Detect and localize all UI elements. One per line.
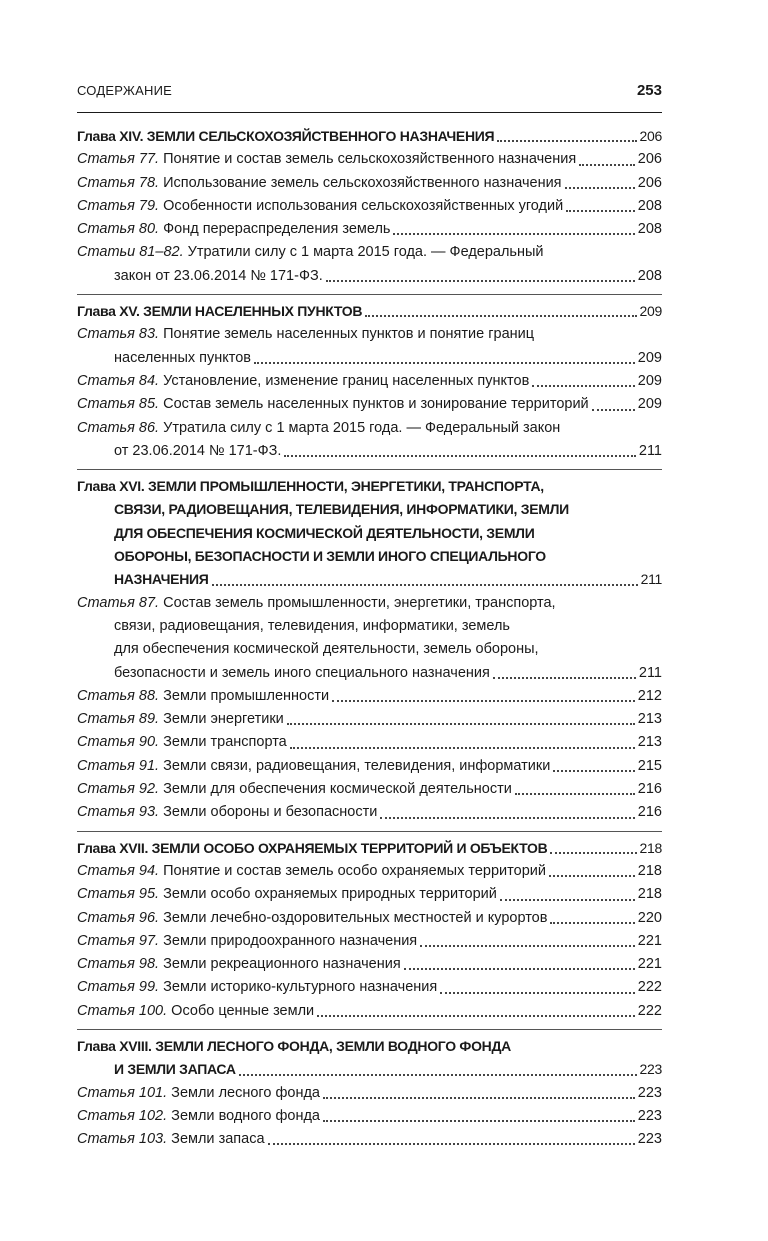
article-line: [77, 370, 662, 393]
entry-title: Глава XIV. ЗЕМЛИ СЕЛЬСКОХОЗЯЙСТВЕННОГО НАЗНАЧЕНИЯ: [77, 128, 495, 144]
entry-text: [77, 300, 362, 323]
entry-text: [77, 860, 546, 883]
article-line: [77, 417, 662, 440]
article-line: [77, 440, 662, 463]
entry-title: Особенности использования сельскохозяйственных угодий: [159, 197, 564, 214]
entry-title: Земли лесного фонда: [167, 1084, 321, 1101]
article-entry: [77, 731, 662, 754]
entry-text: [77, 837, 547, 860]
dot-leader: [380, 817, 634, 819]
dot-leader: [254, 362, 635, 364]
entry-text: [77, 417, 560, 440]
article-label: Статья 79.: [77, 197, 160, 214]
article-label: Статья 100.: [77, 1002, 168, 1019]
entry-title: Состав земель населенных пунктов и зонирование территорий: [159, 396, 589, 413]
entry-title: для обеспечения космической деятельности, земель обороны,: [114, 641, 539, 658]
article-label: Статья 80.: [77, 221, 160, 238]
article-line: [77, 323, 662, 346]
page-ref: 223: [637, 1107, 662, 1124]
entry-title: Земли энергетики: [159, 711, 284, 728]
chapter-line: [77, 125, 662, 148]
dot-leader: [268, 1143, 635, 1145]
entry-title: Земли историко-культурного назначения: [159, 979, 438, 996]
page-ref: 221: [637, 932, 662, 949]
entry-text: [77, 148, 576, 171]
dot-leader: [550, 922, 634, 924]
dot-leader: [290, 747, 635, 749]
entry-text: [77, 685, 329, 708]
chapter-line: [77, 475, 662, 498]
page-ref: 218: [637, 862, 662, 879]
entry-title: Земли лечебно-оздоровительных местностей и курортов: [159, 909, 548, 926]
entry-text: [77, 592, 556, 615]
page-ref: 206: [637, 151, 662, 168]
article-label: Статья 93.: [77, 804, 160, 821]
article-entry: [77, 241, 662, 288]
article-label: Статья 101.: [77, 1084, 168, 1101]
article-line: [77, 615, 662, 638]
chapter-line: [77, 1058, 662, 1081]
article-entry: [77, 1105, 662, 1128]
article-line: [77, 218, 662, 241]
entry-title: безопасности и земель иного специального назначения: [114, 664, 490, 681]
page-ref: 209: [637, 396, 662, 413]
entry-title: Глава XVI. ЗЕМЛИ ПРОМЫШЛЕННОСТИ, ЭНЕРГЕТИКИ, ТРАНСПОРТА,: [77, 478, 544, 495]
dot-leader: [326, 280, 635, 282]
article-entry: [77, 393, 662, 416]
article-entry: [77, 218, 662, 241]
article-line: [77, 953, 662, 976]
article-label: Статья 90.: [77, 734, 160, 751]
entry-text: [114, 347, 251, 370]
dot-leader: [550, 852, 636, 854]
article-line: [77, 1000, 662, 1023]
table-of-contents: [77, 125, 662, 1151]
dot-leader: [579, 164, 635, 166]
entry-title: Утратили силу с 1 марта 2015 года. — Федеральный: [183, 244, 544, 261]
dot-leader: [565, 187, 635, 189]
chapter-line: [77, 522, 662, 545]
article-entry: [77, 1082, 662, 1105]
article-line: [77, 708, 662, 731]
article-entry: [77, 953, 662, 976]
dot-leader: [515, 793, 635, 795]
article-entry: [77, 708, 662, 731]
entry-text: [77, 475, 544, 498]
entry-title: И ЗЕМЛИ ЗАПАСА: [114, 1061, 236, 1078]
article-entry: [77, 370, 662, 393]
entry-title: Понятие и состав земель сельскохозяйственного назначения: [159, 151, 577, 168]
dot-leader: [592, 409, 635, 411]
dot-leader: [212, 584, 638, 586]
article-entry: [77, 323, 662, 370]
article-entry: [77, 860, 662, 883]
entry-text: [77, 241, 544, 264]
entry-text: [77, 1105, 320, 1128]
entry-title: Фонд перераспределения земель: [159, 221, 391, 238]
entry-text: [114, 615, 510, 638]
chapter-heading: [77, 837, 662, 860]
entry-text: [77, 883, 497, 906]
page-ref: 222: [637, 1002, 662, 1019]
dot-leader: [365, 315, 636, 317]
entry-title: Земли особо охраняемых природных территорий: [159, 886, 497, 903]
article-line: [77, 778, 662, 801]
dot-leader: [404, 968, 635, 970]
entry-title: населенных пунктов: [114, 349, 252, 366]
section-divider: [77, 831, 662, 832]
dot-leader: [287, 723, 635, 725]
entry-text: [77, 708, 284, 731]
page-ref: 208: [637, 267, 662, 284]
chapter-line: [77, 1035, 662, 1058]
dot-leader: [323, 1120, 635, 1122]
page-ref: 216: [637, 804, 662, 821]
dot-leader: [332, 700, 635, 702]
article-label: Статья 94.: [77, 862, 160, 879]
entry-text: [77, 930, 417, 953]
chapter-heading: [77, 300, 662, 323]
article-line: [77, 195, 662, 218]
chapter-heading: [77, 1035, 662, 1082]
article-entry: [77, 172, 662, 195]
dot-leader: [553, 770, 634, 772]
article-line: [77, 755, 662, 778]
article-line: [77, 907, 662, 930]
page-ref: 223: [637, 1084, 662, 1101]
page-ref: 206: [637, 174, 662, 191]
dot-leader: [500, 899, 635, 901]
entry-title: Глава XV. ЗЕМЛИ НАСЕЛЕННЫХ ПУНКТОВ: [77, 303, 363, 320]
article-line: [77, 685, 662, 708]
article-entry: [77, 592, 662, 685]
page-ref: 208: [637, 221, 662, 238]
article-entry: [77, 930, 662, 953]
entry-title: Глава XVIII. ЗЕМЛИ ЛЕСНОГО ФОНДА, ЗЕМЛИ ВОДНОГО ФОНДА: [77, 1037, 511, 1054]
entry-text: [77, 731, 287, 754]
article-label: Статья 102.: [77, 1107, 168, 1124]
entry-title: НАЗНАЧЕНИЯ: [114, 571, 209, 588]
entry-text: [77, 370, 529, 393]
article-label: Статья 83.: [77, 326, 160, 343]
entry-title: Земли обороны и безопасности: [159, 804, 378, 821]
page-ref: 218: [639, 839, 662, 856]
article-label: Статья 78.: [77, 174, 160, 191]
article-label: Статья 89.: [77, 711, 160, 728]
article-line: [77, 592, 662, 615]
page-ref: 223: [637, 1131, 662, 1148]
article-label: Статьи 81–82.: [77, 244, 184, 261]
entry-title: Особо ценные земли: [167, 1002, 315, 1019]
article-line: [77, 172, 662, 195]
entry-title: ДЛЯ ОБЕСПЕЧЕНИЯ КОСМИЧЕСКОЙ ДЕЯТЕЛЬНОСТИ, ЗЕМЛИ: [114, 524, 535, 541]
article-line: [77, 148, 662, 171]
article-entry: [77, 195, 662, 218]
entry-title: Использование земель сельскохозяйственного назначения: [159, 174, 562, 191]
article-line: [77, 801, 662, 824]
page-ref: 211: [638, 442, 662, 459]
running-title: СОДЕРЖАНИЕ: [77, 82, 173, 98]
article-label: Статья 95.: [77, 886, 160, 903]
section-divider: [77, 469, 662, 470]
chapter-line: [77, 837, 662, 860]
article-line: [77, 638, 662, 661]
chapter-heading: [77, 125, 662, 148]
page-ref: 218: [637, 886, 662, 903]
dot-leader: [393, 233, 634, 235]
article-entry: [77, 778, 662, 801]
article-label: Статья 92.: [77, 781, 160, 798]
entry-title: Земли промышленности: [159, 687, 330, 704]
article-label: Статья 103.: [77, 1131, 168, 1148]
entry-text: [114, 1058, 236, 1081]
article-entry: [77, 148, 662, 171]
article-entry: [77, 976, 662, 999]
entry-text: [77, 1000, 314, 1023]
entry-text: [77, 953, 401, 976]
header-rule: [77, 112, 662, 113]
page-ref: 209: [639, 303, 662, 320]
dot-leader: [532, 385, 635, 387]
entry-text: [114, 545, 546, 568]
entry-title: Утратила силу с 1 марта 2015 года. — Федеральный закон: [159, 419, 561, 436]
chapter-heading: [77, 475, 662, 591]
dot-leader: [420, 945, 635, 947]
article-entry: [77, 755, 662, 778]
chapter-line: [77, 568, 662, 591]
page-ref: 209: [637, 372, 662, 389]
entry-text: [77, 172, 562, 195]
article-line: [77, 265, 662, 288]
article-entry: [77, 907, 662, 930]
entry-text: [77, 195, 563, 218]
chapter-line: [77, 545, 662, 568]
entry-text: [114, 440, 281, 463]
page-ref: 216: [637, 781, 662, 798]
entry-text: [114, 498, 569, 521]
page-ref: 206: [639, 128, 662, 144]
article-entry: [77, 1000, 662, 1023]
entry-text: [77, 1035, 511, 1058]
article-label: Статья 97.: [77, 932, 160, 949]
dot-leader: [284, 455, 635, 457]
article-line: [77, 860, 662, 883]
page-number: 253: [636, 81, 662, 99]
article-label: Статья 86.: [77, 419, 160, 436]
entry-title: от 23.06.2014 № 171-ФЗ.: [114, 442, 282, 459]
entry-title: Земли связи, радиовещания, телевидения, информатики: [159, 757, 551, 774]
entry-title: закон от 23.06.2014 № 171-ФЗ.: [114, 267, 323, 284]
page-ref: 211: [638, 664, 662, 681]
chapter-line: [77, 498, 662, 521]
entry-text: [77, 323, 534, 346]
dot-leader: [497, 140, 636, 142]
entry-text: [114, 568, 209, 591]
article-label: Статья 88.: [77, 687, 160, 704]
entry-text: [77, 755, 550, 778]
page-ref: 212: [637, 687, 662, 704]
dot-leader: [566, 210, 635, 212]
page-ref: 208: [637, 197, 662, 214]
dot-leader: [440, 992, 635, 994]
article-label: Статья 77.: [77, 151, 160, 168]
dot-leader: [239, 1074, 637, 1076]
entry-text: [114, 662, 490, 685]
entry-title: связи, радиовещания, телевидения, информатики, земель: [114, 617, 510, 634]
article-line: [77, 731, 662, 754]
entry-title: Земли транспорта: [159, 734, 287, 751]
article-entry: [77, 1128, 662, 1151]
article-label: Статья 99.: [77, 979, 160, 996]
article-line: [77, 393, 662, 416]
entry-text: [114, 522, 534, 545]
article-line: [77, 883, 662, 906]
section-divider: [77, 1029, 662, 1030]
entry-text: [77, 1082, 320, 1105]
entry-text: [77, 778, 512, 801]
article-label: Статья 98.: [77, 956, 160, 973]
page-header: [77, 76, 662, 104]
page-ref: 223: [639, 1061, 662, 1078]
page-ref: 209: [637, 349, 662, 366]
page-ref: 215: [637, 757, 662, 774]
entry-title: СВЯЗИ, РАДИОВЕЩАНИЯ, ТЕЛЕВИДЕНИЯ, ИНФОРМАТИКИ, ЗЕМЛИ: [114, 501, 569, 518]
page-ref: 222: [637, 979, 662, 996]
article-line: [77, 930, 662, 953]
entry-text: [77, 393, 589, 416]
article-label: Статья 96.: [77, 909, 160, 926]
entry-title: Понятие земель населенных пунктов и понятие границ: [159, 326, 535, 343]
entry-title: Глава XVII. ЗЕМЛИ ОСОБО ОХРАНЯЕМЫХ ТЕРРИТОРИЙ И ОБЪЕКТОВ: [77, 839, 548, 856]
article-label: Статья 84.: [77, 372, 160, 389]
entry-text: [77, 907, 547, 930]
article-label: Статья 87.: [77, 594, 160, 611]
page-ref: 221: [637, 956, 662, 973]
entry-text: [114, 265, 323, 288]
entry-text: [77, 218, 390, 241]
dot-leader: [323, 1097, 635, 1099]
article-entry: [77, 685, 662, 708]
page-ref: 213: [637, 734, 662, 751]
page-ref: 220: [637, 909, 662, 926]
entry-title: Земли запаса: [167, 1131, 265, 1148]
article-line: [77, 1105, 662, 1128]
entry-title: Земли природоохранного назначения: [159, 932, 418, 949]
page-ref: 211: [640, 571, 662, 588]
article-line: [77, 241, 662, 264]
dot-leader: [317, 1015, 635, 1017]
entry-title: Земли водного фонда: [167, 1107, 320, 1124]
entry-title: ОБОРОНЫ, БЕЗОПАСНОСТИ И ЗЕМЛИ ИНОГО СПЕЦИАЛЬНОГО: [114, 548, 546, 565]
article-line: [77, 976, 662, 999]
entry-title: Земли рекреационного назначения: [159, 956, 401, 973]
entry-text: [77, 976, 437, 999]
entry-text: [77, 125, 494, 148]
article-label: Статья 85.: [77, 396, 160, 413]
article-label: Статья 91.: [77, 757, 160, 774]
dot-leader: [493, 677, 636, 679]
entry-title: Состав земель промышленности, энергетики, транспорта,: [159, 594, 556, 611]
article-line: [77, 1128, 662, 1151]
page-ref: 213: [637, 711, 662, 728]
entry-title: Установление, изменение границ населенных пунктов: [159, 372, 530, 389]
dot-leader: [549, 875, 635, 877]
entry-text: [77, 801, 377, 824]
entry-text: [77, 1128, 265, 1151]
entry-title: Земли для обеспечения космической деятельности: [159, 781, 512, 798]
section-divider: [77, 294, 662, 295]
entry-text: [114, 638, 539, 661]
article-entry: [77, 801, 662, 824]
article-entry: [77, 417, 662, 464]
article-line: [77, 1082, 662, 1105]
entry-title: Понятие и состав земель особо охраняемых территорий: [159, 862, 546, 879]
article-entry: [77, 883, 662, 906]
chapter-line: [77, 300, 662, 323]
article-line: [77, 662, 662, 685]
article-line: [77, 347, 662, 370]
